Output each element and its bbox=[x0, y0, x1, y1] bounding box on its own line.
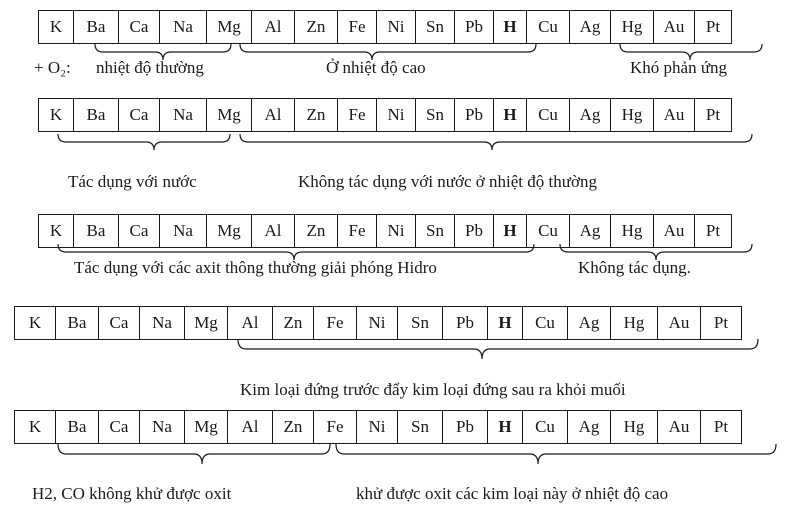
element-cell-mg: Mg bbox=[207, 10, 252, 44]
element-cell-pb: Pb bbox=[455, 10, 494, 44]
element-cell-ni: Ni bbox=[377, 214, 416, 248]
brace-r2-b bbox=[240, 134, 752, 150]
element-cell-ca: Ca bbox=[119, 214, 160, 248]
element-cell-k: K bbox=[15, 410, 56, 444]
element-cell-fe: Fe bbox=[338, 214, 377, 248]
element-cell-ba: Ba bbox=[74, 214, 119, 248]
element-cell-hg: Hg bbox=[611, 306, 658, 340]
element-cell-pb: Pb bbox=[455, 98, 494, 132]
element-cell-pb: Pb bbox=[455, 214, 494, 248]
element-cell-pb: Pb bbox=[443, 410, 488, 444]
element-cell-ba: Ba bbox=[74, 98, 119, 132]
brace-r4 bbox=[238, 339, 758, 359]
water-react-label: Tác dụng với nước bbox=[68, 172, 197, 191]
element-cell-ba: Ba bbox=[74, 10, 119, 44]
element-cell-al: Al bbox=[228, 410, 273, 444]
element-cell-ag: Ag bbox=[568, 306, 611, 340]
element-row-1 bbox=[38, 10, 732, 44]
element-cell-na: Na bbox=[160, 214, 207, 248]
element-cell-na: Na bbox=[160, 10, 207, 44]
element-cell-ca: Ca bbox=[119, 98, 160, 132]
element-cell-cu: Cu bbox=[527, 10, 570, 44]
element-cell-au: Au bbox=[658, 410, 701, 444]
element-cell-ag: Ag bbox=[570, 10, 611, 44]
element-cell-ni: Ni bbox=[377, 98, 416, 132]
element-cell-sn: Sn bbox=[398, 410, 443, 444]
element-cell-ca: Ca bbox=[99, 410, 140, 444]
element-row-3 bbox=[38, 214, 732, 248]
o2-hard-react-label: Khó phản ứng bbox=[630, 58, 728, 77]
o2-high-temp-label: Ở nhiệt độ cao bbox=[326, 58, 426, 77]
element-cell-fe: Fe bbox=[314, 306, 357, 340]
element-cell-au: Au bbox=[654, 98, 695, 132]
element-cell-hg: Hg bbox=[611, 98, 654, 132]
element-cell-h: H bbox=[494, 98, 527, 132]
element-cell-zn: Zn bbox=[295, 10, 338, 44]
element-cell-ca: Ca bbox=[119, 10, 160, 44]
element-cell-h: H bbox=[488, 306, 523, 340]
brace-r5-b bbox=[336, 444, 776, 464]
reduction-label: khử được oxit các kim loại này ở nhiệt độ cao bbox=[356, 484, 669, 503]
acid-no-react-label: Không tác dụng. bbox=[578, 258, 691, 277]
element-cell-ba: Ba bbox=[56, 410, 99, 444]
element-cell-mg: Mg bbox=[207, 98, 252, 132]
element-cell-mg: Mg bbox=[185, 306, 228, 340]
element-cell-na: Na bbox=[140, 410, 185, 444]
element-cell-k: K bbox=[39, 10, 74, 44]
no-reduction-label: H2, CO không khử được oxit bbox=[32, 484, 232, 503]
displacement-label: Kim loại đứng trước đẩy kim loại đứng sau ra khỏi muối bbox=[240, 380, 626, 399]
element-cell-k: K bbox=[39, 98, 74, 132]
element-cell-hg: Hg bbox=[611, 410, 658, 444]
element-cell-ag: Ag bbox=[570, 214, 611, 248]
element-cell-k: K bbox=[39, 214, 74, 248]
element-cell-pt: Pt bbox=[695, 10, 732, 44]
element-cell-al: Al bbox=[252, 98, 295, 132]
element-cell-ni: Ni bbox=[377, 10, 416, 44]
element-cell-ag: Ag bbox=[568, 410, 611, 444]
element-cell-mg: Mg bbox=[207, 214, 252, 248]
element-row-5 bbox=[14, 410, 742, 444]
element-cell-hg: Hg bbox=[611, 10, 654, 44]
element-cell-cu: Cu bbox=[527, 98, 570, 132]
element-cell-al: Al bbox=[252, 214, 295, 248]
element-cell-ba: Ba bbox=[56, 306, 99, 340]
element-cell-fe: Fe bbox=[338, 10, 377, 44]
element-cell-au: Au bbox=[654, 214, 695, 248]
element-cell-ni: Ni bbox=[357, 410, 398, 444]
element-cell-fe: Fe bbox=[314, 410, 357, 444]
element-row-2 bbox=[38, 98, 732, 132]
element-cell-cu: Cu bbox=[527, 214, 570, 248]
element-cell-na: Na bbox=[140, 306, 185, 340]
element-cell-hg: Hg bbox=[611, 214, 654, 248]
element-cell-cu: Cu bbox=[523, 410, 568, 444]
element-cell-al: Al bbox=[228, 306, 273, 340]
element-cell-fe: Fe bbox=[338, 98, 377, 132]
element-cell-mg: Mg bbox=[185, 410, 228, 444]
element-cell-zn: Zn bbox=[295, 214, 338, 248]
element-cell-zn: Zn bbox=[295, 98, 338, 132]
element-cell-zn: Zn bbox=[273, 306, 314, 340]
element-cell-h: H bbox=[494, 214, 527, 248]
element-cell-pt: Pt bbox=[701, 306, 742, 340]
element-cell-al: Al bbox=[252, 10, 295, 44]
element-cell-ag: Ag bbox=[570, 98, 611, 132]
element-cell-na: Na bbox=[160, 98, 207, 132]
element-cell-h: H bbox=[494, 10, 527, 44]
element-cell-h: H bbox=[488, 410, 523, 444]
element-cell-sn: Sn bbox=[416, 10, 455, 44]
water-no-react-label: Không tác dụng với nước ở nhiệt độ thường bbox=[298, 172, 597, 191]
brace-r2-a bbox=[58, 134, 230, 150]
element-cell-cu: Cu bbox=[523, 306, 568, 340]
element-cell-pt: Pt bbox=[695, 214, 732, 248]
element-cell-ca: Ca bbox=[99, 306, 140, 340]
element-cell-sn: Sn bbox=[416, 214, 455, 248]
element-cell-pb: Pb bbox=[443, 306, 488, 340]
element-cell-k: K bbox=[15, 306, 56, 340]
o2-prefix: + O₂: bbox=[34, 58, 71, 77]
element-cell-sn: Sn bbox=[416, 98, 455, 132]
o2-room-temp-label: nhiệt độ thường bbox=[96, 58, 204, 77]
acid-react-label: Tác dụng với các axit thông thường giải phóng Hidro bbox=[74, 258, 437, 277]
element-cell-pt: Pt bbox=[695, 98, 732, 132]
element-cell-zn: Zn bbox=[273, 410, 314, 444]
element-row-4 bbox=[14, 306, 742, 340]
element-cell-au: Au bbox=[654, 10, 695, 44]
element-cell-au: Au bbox=[658, 306, 701, 340]
element-cell-pt: Pt bbox=[701, 410, 742, 444]
element-cell-sn: Sn bbox=[398, 306, 443, 340]
element-cell-ni: Ni bbox=[357, 306, 398, 340]
brace-r5-a bbox=[58, 444, 330, 464]
